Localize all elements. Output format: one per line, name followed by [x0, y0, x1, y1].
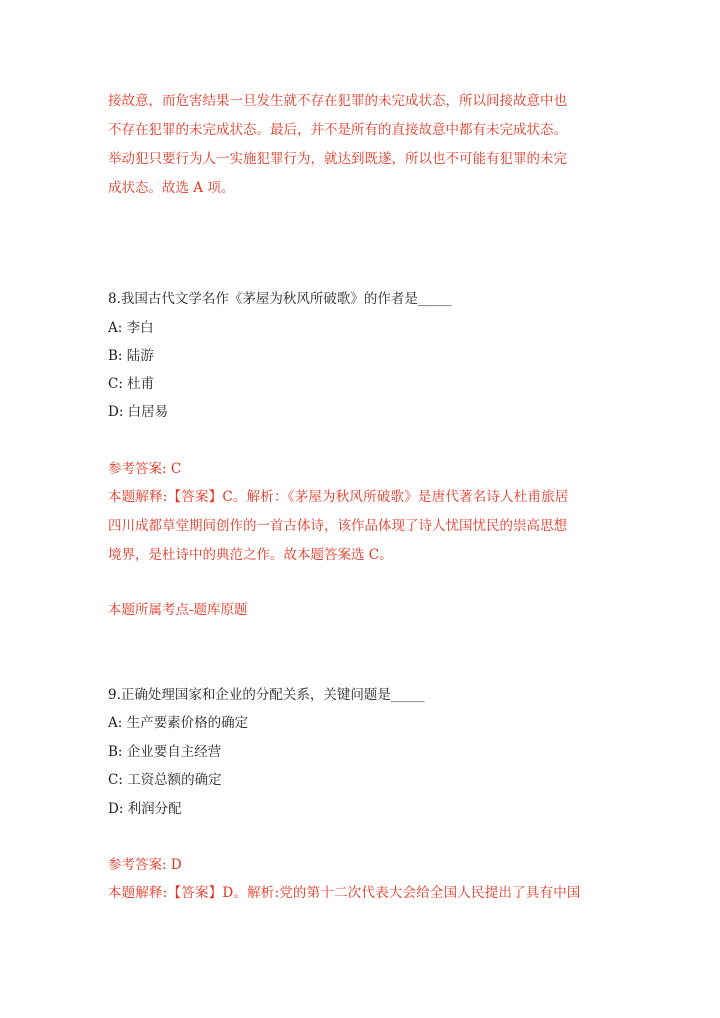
question-8-explanation-line-3: 境界，是杜诗中的典范之作。故本题答案选 C。 — [108, 547, 393, 563]
previous-explanation-line-4: 成状态。故选 A 项。 — [108, 180, 235, 196]
question-9-option-b: B: 企业要自主经营 — [108, 744, 222, 760]
previous-explanation-line-2: 不存在犯罪的未完成状态。最后，并不是所有的直接故意中都有未完成状态。 — [108, 122, 567, 138]
question-9-answer: 参考答案: D — [108, 857, 182, 873]
previous-explanation-line-1: 接故意，而危害结果一旦发生就不存在犯罪的未完成状态，所以间接故意中也 — [108, 93, 567, 109]
question-9-option-d: D: 利润分配 — [108, 801, 182, 817]
question-8-answer: 参考答案: C — [108, 461, 182, 477]
question-9-explanation-line-1: 本题解释:【答案】D。解析:党的第十二次代表大会给全国人民提出了具有中国 — [108, 885, 581, 901]
question-9-option-a: A: 生产要素价格的确定 — [108, 715, 249, 731]
question-9-option-c: C: 工资总额的确定 — [108, 772, 222, 788]
question-8-category: 本题所属考点-题库原题 — [108, 602, 248, 618]
question-8-option-d: D: 白居易 — [108, 404, 169, 420]
question-8-option-a: A: 李白 — [108, 320, 154, 336]
question-8-stem: 8.我国古代文学名作《茅屋为秋风所破歌》的作者是_____ — [108, 291, 452, 307]
question-9-stem: 9.正确处理国家和企业的分配关系，关键问题是_____ — [108, 687, 425, 703]
previous-explanation-line-3: 举动犯只要行为人一实施犯罪行为，就达到既遂，所以也不可能有犯罪的未完 — [108, 151, 567, 167]
question-8-option-b: B: 陆游 — [108, 348, 154, 364]
question-8-explanation-line-2: 四川成都草堂期间创作的一首古体诗，该作品体现了诗人忧国忧民的崇高思想 — [108, 518, 567, 534]
question-8-explanation-line-1: 本题解释:【答案】C。解析：《茅屋为秋风所破歌》是唐代著名诗人杜甫旅居 — [108, 489, 569, 505]
question-8-option-c: C: 杜甫 — [108, 376, 155, 392]
